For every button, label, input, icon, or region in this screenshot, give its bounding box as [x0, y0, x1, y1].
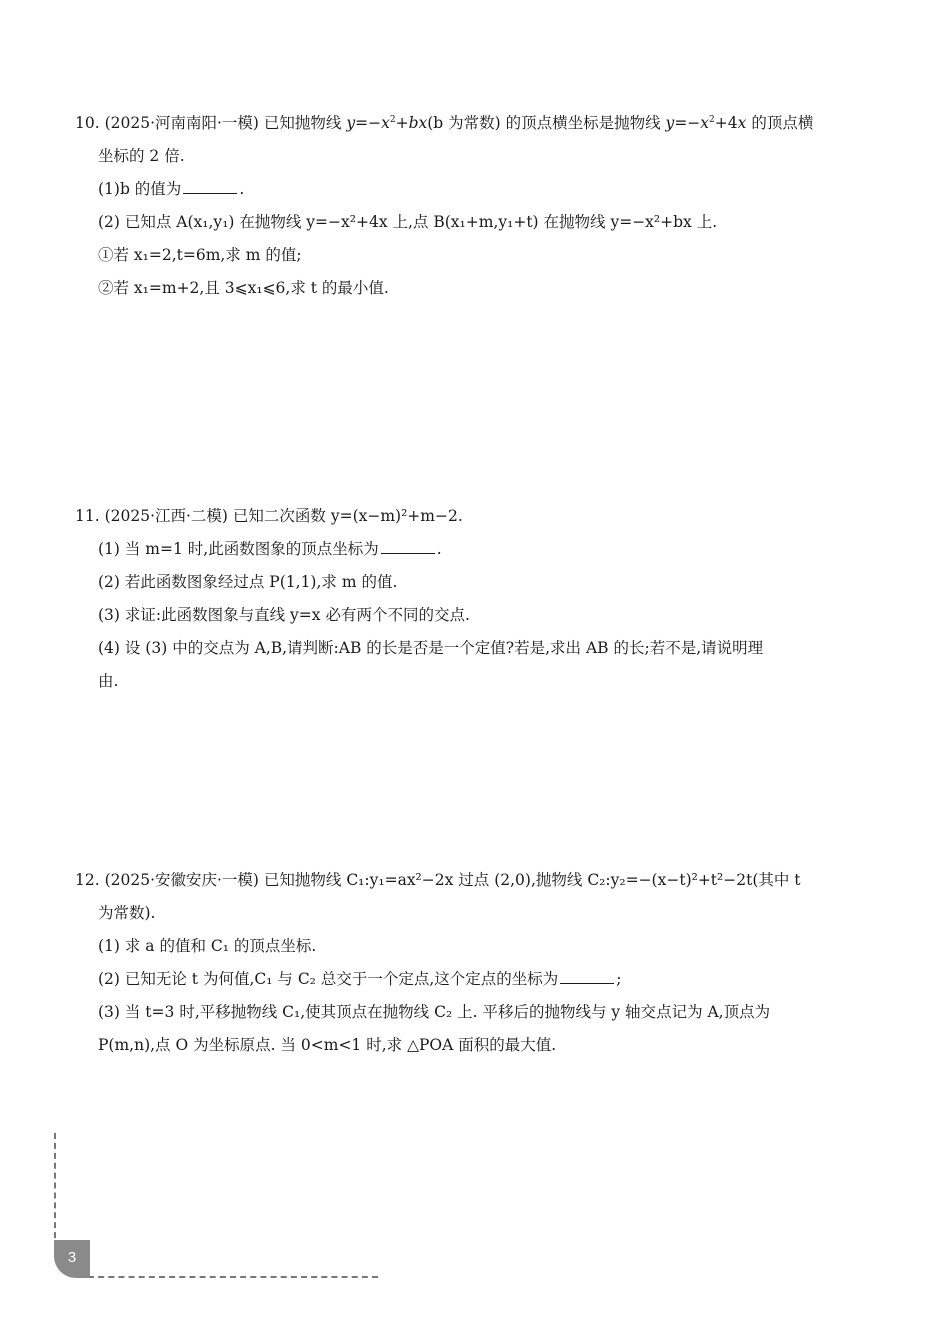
q10-line1: 10. (2025·河南南阳·一模) 已知抛物线 $y=-x^2+bx(b$ 为常数) 的顶点横坐标是抛物线 $y=-x^2+4x$ 的顶点横 — [75, 114, 814, 132]
q10-line1-mid: (b 为常数) 的顶点横坐标是抛物线 — [427, 114, 666, 132]
answer-blank — [560, 969, 614, 984]
q12-part3: (3) 当 t=3 时,平移抛物线 C₁,使其顶点在抛物线 C₂ 上. 平移后的抛物线与 y 轴交点记为 A,顶点为 — [98, 1003, 771, 1021]
q10-part1 — [75, 173, 890, 206]
question-12 — [75, 864, 890, 1062]
dashed-margin-horizontal — [88, 1276, 378, 1278]
q12-line1: 12. (2025·安徽安庆·一模) 已知抛物线 C₁:y₁=ax²−2x 过点 (2,0),抛物线 C₂:y₂=−(x−t)²+t²−2t(其中 t — [75, 871, 801, 889]
answer-blank — [381, 539, 435, 554]
q12-part1: (1) 求 a 的值和 C₁ 的顶点坐标. — [98, 937, 317, 955]
q11-part4-cont: 由. — [98, 672, 119, 690]
q11-part3: (3) 求证:此函数图象与直线 y=x 必有两个不同的交点. — [98, 606, 470, 624]
q10-line1-prefix: 10. (2025·河南南阳·一模) 已知抛物线 — [75, 114, 347, 132]
q12-line2: 为常数). — [98, 904, 156, 922]
q11-part4: (4) 设 (3) 中的交点为 A,B,请判断:AB 的长是否是一个定值?若是,求出 AB 的长;若不是,请说明理 — [98, 639, 764, 657]
q12-part3-cont: P(m,n),点 O 为坐标原点. 当 0<m<1 时,求 △POA 面积的最大值. — [98, 1036, 557, 1054]
q11-part2: (2) 若此函数图象经过点 P(1,1),求 m 的值. — [98, 573, 398, 591]
q10-part1-text: (1)b 的值为 — [98, 180, 182, 198]
question-11 — [75, 500, 890, 698]
page-number: 3 — [54, 1240, 90, 1278]
q10-line2: 坐标的 2 倍. — [98, 147, 185, 165]
dashed-margin-vertical — [54, 1133, 56, 1248]
q11-part1 — [75, 533, 890, 566]
q10-part2-i: ①若 x₁=2,t=6m,求 m 的值; — [98, 246, 302, 264]
question-10 — [75, 104, 890, 305]
q12-part2-text: (2) 已知无论 t 为何值,C₁ 与 C₂ 总交于一个定点,这个定点的坐标为 — [98, 970, 559, 988]
q12-part2-end: ; — [616, 970, 622, 988]
q10-part2: (2) 已知点 A(x₁,y₁) 在抛物线 y=−x²+4x 上,点 B(x₁+m,y₁+t) 在抛物线 y=−x²+bx 上. — [98, 213, 718, 231]
q11-line1: 11. (2025·江西·二模) 已知二次函数 y=(x−m)²+m−2. — [75, 507, 463, 525]
answer-blank — [183, 179, 237, 194]
q11-part1-text: (1) 当 m=1 时,此函数图象的顶点坐标为 — [98, 540, 379, 558]
q12-part2 — [75, 963, 890, 996]
q10-part1-end: . — [239, 180, 245, 198]
q10-line1-suffix: 的顶点横 — [746, 114, 814, 132]
q11-part1-end: . — [436, 540, 442, 558]
q10-part2-ii: ②若 x₁=m+2,且 3⩽x₁⩽6,求 t 的最小值. — [98, 279, 389, 297]
